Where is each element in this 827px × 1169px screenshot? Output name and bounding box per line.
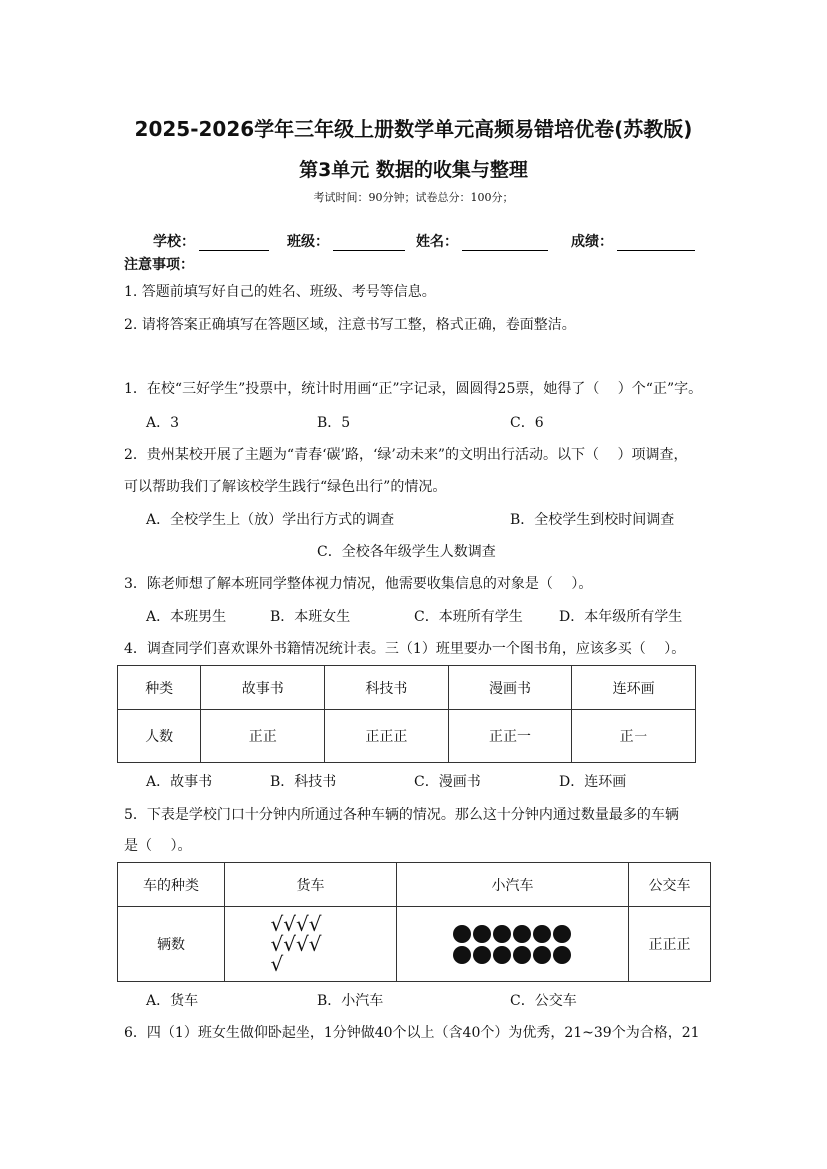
- field-blank[interactable]: [333, 236, 405, 251]
- option[interactable]: C．本班所有学生: [414, 609, 523, 625]
- question-3: 3．陈老师想了解本班同学整体视力情况，他需要收集信息的对象是（ ）。: [124, 576, 593, 592]
- question-6: 6．四（1）班女生做仰卧起坐，1分钟做40个以上（含40个）为优秀，21~39个为合格，21: [124, 1025, 700, 1041]
- check-mark-icon: √: [296, 911, 309, 936]
- check-mark-icon: √: [308, 911, 322, 936]
- dot-mark-icon: [453, 925, 471, 943]
- field-label: 成绩：: [571, 234, 613, 250]
- question-2-cont: 可以帮助我们了解该校学生践行“绿色出行”的情况。: [124, 479, 447, 495]
- dot-marks: [453, 925, 573, 964]
- school-field[interactable]: [153, 231, 269, 251]
- table-cell: 正正正: [629, 907, 711, 982]
- dot-mark-icon: [553, 946, 571, 964]
- option[interactable]: B．小汽车: [317, 993, 384, 1009]
- table-cell: 正正一: [448, 710, 572, 763]
- option[interactable]: C．全校各年级学生人数调查: [317, 544, 496, 560]
- option[interactable]: C．公交车: [510, 993, 577, 1009]
- car-tally-cell: [397, 907, 629, 982]
- check-mark-icon: √: [270, 911, 284, 936]
- option[interactable]: A．故事书: [146, 774, 213, 790]
- dot-mark-icon: [473, 946, 491, 964]
- table-header-cell: 货车: [225, 863, 397, 907]
- table-cell: 辆数: [118, 907, 225, 982]
- option[interactable]: B．5: [317, 415, 351, 431]
- field-label: 姓名：: [416, 234, 458, 250]
- check-mark-icon: √: [270, 951, 284, 976]
- question-1: 1．在校“三好学生”投票中，统计时用画“正”字记录，圆圆得25票，她得了（ ）个“正”字。: [124, 381, 703, 397]
- dot-mark-icon: [533, 925, 551, 943]
- table-header-cell: 车的种类: [118, 863, 225, 907]
- option[interactable]: C．6: [510, 415, 544, 431]
- question-5-cont: 是（ ）。: [124, 838, 192, 854]
- question-4: 4．调查同学们喜欢课外书籍情况统计表。三（1）班里要办一个图书角，应该多买（ ）。: [124, 641, 686, 657]
- truck-tally-cell: [225, 907, 397, 982]
- field-label: 班级：: [287, 234, 329, 250]
- books-table: [117, 665, 696, 763]
- check-mark-icon: √: [270, 931, 284, 956]
- table-header-cell: 漫画书: [448, 666, 572, 710]
- note-item: 1. 答题前填写好自己的姓名、班级、考号等信息。: [124, 284, 436, 300]
- check-mark-icon: √: [283, 911, 296, 936]
- table-header-cell: 连环画: [572, 666, 696, 710]
- option[interactable]: B．全校学生到校时间调查: [510, 512, 675, 528]
- name-field[interactable]: [416, 231, 548, 251]
- table-header-cell: 科技书: [325, 666, 449, 710]
- check-mark-icon: √: [283, 931, 296, 956]
- dot-mark-icon: [513, 925, 531, 943]
- score-field[interactable]: [571, 231, 695, 251]
- option[interactable]: D．本年级所有学生: [559, 609, 683, 625]
- table-header-cell: 公交车: [629, 863, 711, 907]
- option[interactable]: D．连环画: [559, 774, 627, 790]
- option[interactable]: A．3: [146, 415, 180, 431]
- table-cell: 正正正: [325, 710, 449, 763]
- table-header-cell: 故事书: [201, 666, 325, 710]
- table-cell: 人数: [118, 710, 201, 763]
- check-mark-icon: √: [308, 931, 322, 956]
- unit-subtitle: 第3单元 数据的收集与整理: [299, 159, 528, 181]
- option[interactable]: B．科技书: [270, 774, 337, 790]
- dot-mark-icon: [453, 946, 471, 964]
- question-5: 5．下表是学校门口十分钟内所通过各种车辆的情况。那么这十分钟内通过数量最多的车辆: [124, 807, 679, 823]
- dot-mark-icon: [493, 946, 511, 964]
- dot-mark-icon: [493, 925, 511, 943]
- table-cell: 正正: [201, 710, 325, 763]
- dot-mark-icon: [533, 946, 551, 964]
- option[interactable]: A．全校学生上（放）学出行方式的调查: [146, 512, 395, 528]
- note-item: 2. 请将答案正确填写在答题区域，注意书写工整，格式正确，卷面整洁。: [124, 317, 576, 333]
- option[interactable]: A．本班男生: [146, 609, 227, 625]
- dot-mark-icon: [513, 946, 531, 964]
- field-blank[interactable]: [617, 236, 695, 251]
- dot-mark-icon: [553, 925, 571, 943]
- check-marks: [270, 911, 351, 976]
- dot-mark-icon: [473, 925, 491, 943]
- option[interactable]: B．本班女生: [270, 609, 351, 625]
- option[interactable]: A．货车: [146, 993, 199, 1009]
- question-2: 2．贵州某校开展了主题为“青春‘碳’路，‘绿’动未来”的文明出行活动。以下（ ）项调查，: [124, 447, 688, 463]
- class-field[interactable]: [287, 231, 405, 251]
- vehicles-table: [117, 862, 711, 982]
- check-mark-icon: √: [296, 931, 309, 956]
- notes-heading: 注意事项：: [124, 257, 194, 273]
- field-label: 学校：: [153, 234, 195, 250]
- exam-title: 2025-2026学年三年级上册数学单元高频易错培优卷(苏教版): [134, 117, 693, 141]
- option[interactable]: C．漫画书: [414, 774, 481, 790]
- exam-info: 考试时间：90分钟；试卷总分：100分；: [313, 191, 514, 204]
- field-blank[interactable]: [199, 236, 269, 251]
- table-header-cell: 种类: [118, 666, 201, 710]
- table-header-cell: 小汽车: [397, 863, 629, 907]
- table-cell: 正㇐: [572, 710, 696, 763]
- field-blank[interactable]: [462, 236, 548, 251]
